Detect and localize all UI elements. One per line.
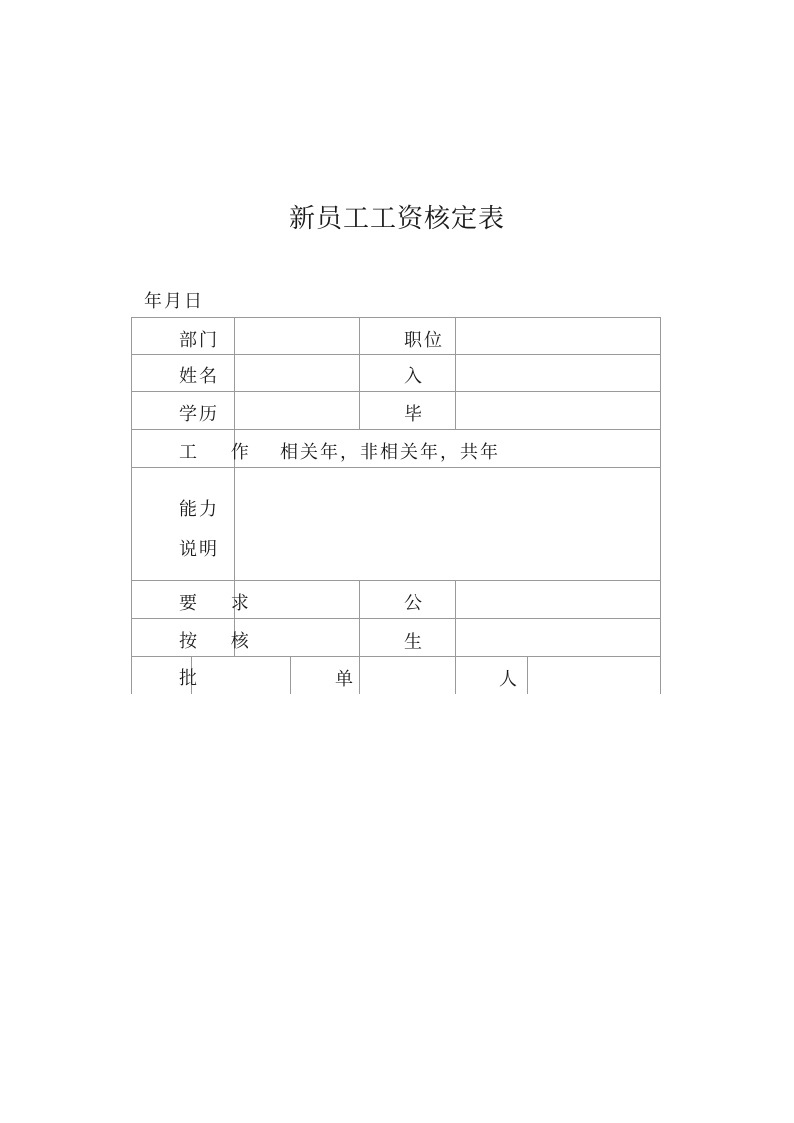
date-label: 年月日 xyxy=(144,291,204,312)
name-label: 姓名 xyxy=(179,366,219,387)
graduate-label: 毕 xyxy=(404,404,424,425)
entry-value-field[interactable] xyxy=(456,355,660,391)
assess-value-field[interactable] xyxy=(235,619,359,656)
entry-label: 入 xyxy=(404,366,424,387)
dept-value-field[interactable] xyxy=(235,318,359,354)
requirement-value-field[interactable] xyxy=(235,581,359,618)
column-divider xyxy=(359,317,360,429)
approve-label: 批 xyxy=(179,668,199,689)
table-border-right xyxy=(660,317,661,694)
requirement-label: 要 求 xyxy=(179,593,263,614)
column-divider xyxy=(290,656,291,694)
ren-value-field[interactable] xyxy=(528,657,660,694)
ability-label-line1: 能力 xyxy=(179,499,219,520)
column-divider xyxy=(455,656,456,694)
graduate-value-field[interactable] xyxy=(456,392,660,429)
assess-label: 按 核 xyxy=(179,631,263,652)
page-title: 新员工工资核定表 xyxy=(288,204,505,234)
column-divider xyxy=(359,580,360,656)
row-divider xyxy=(131,429,661,430)
work-summary: 相关年，非相关年，共年 xyxy=(280,442,500,463)
education-value-field[interactable] xyxy=(235,392,359,429)
ability-label-line2: 说明 xyxy=(179,539,219,560)
public-label: 公 xyxy=(404,593,424,614)
approve-value-field[interactable] xyxy=(192,657,290,694)
work-label: 工 作 xyxy=(179,442,263,463)
table-border-left xyxy=(131,317,132,694)
salary-form-table xyxy=(131,317,661,694)
approve-label-clip xyxy=(179,668,199,693)
sheng-label: 生 xyxy=(404,632,424,653)
name-value-field[interactable] xyxy=(235,355,359,391)
position-value-field[interactable] xyxy=(456,318,660,354)
sheng-value-field[interactable] xyxy=(456,619,660,656)
dan-label: 单 xyxy=(335,669,355,690)
ren-label: 人 xyxy=(499,669,519,690)
dept-label: 部门 xyxy=(179,330,219,351)
ability-description-field[interactable] xyxy=(235,468,660,580)
public-value-field[interactable] xyxy=(456,581,660,618)
dan-value-field[interactable] xyxy=(360,657,455,694)
education-label: 学历 xyxy=(179,404,219,425)
position-label: 职位 xyxy=(404,330,444,351)
